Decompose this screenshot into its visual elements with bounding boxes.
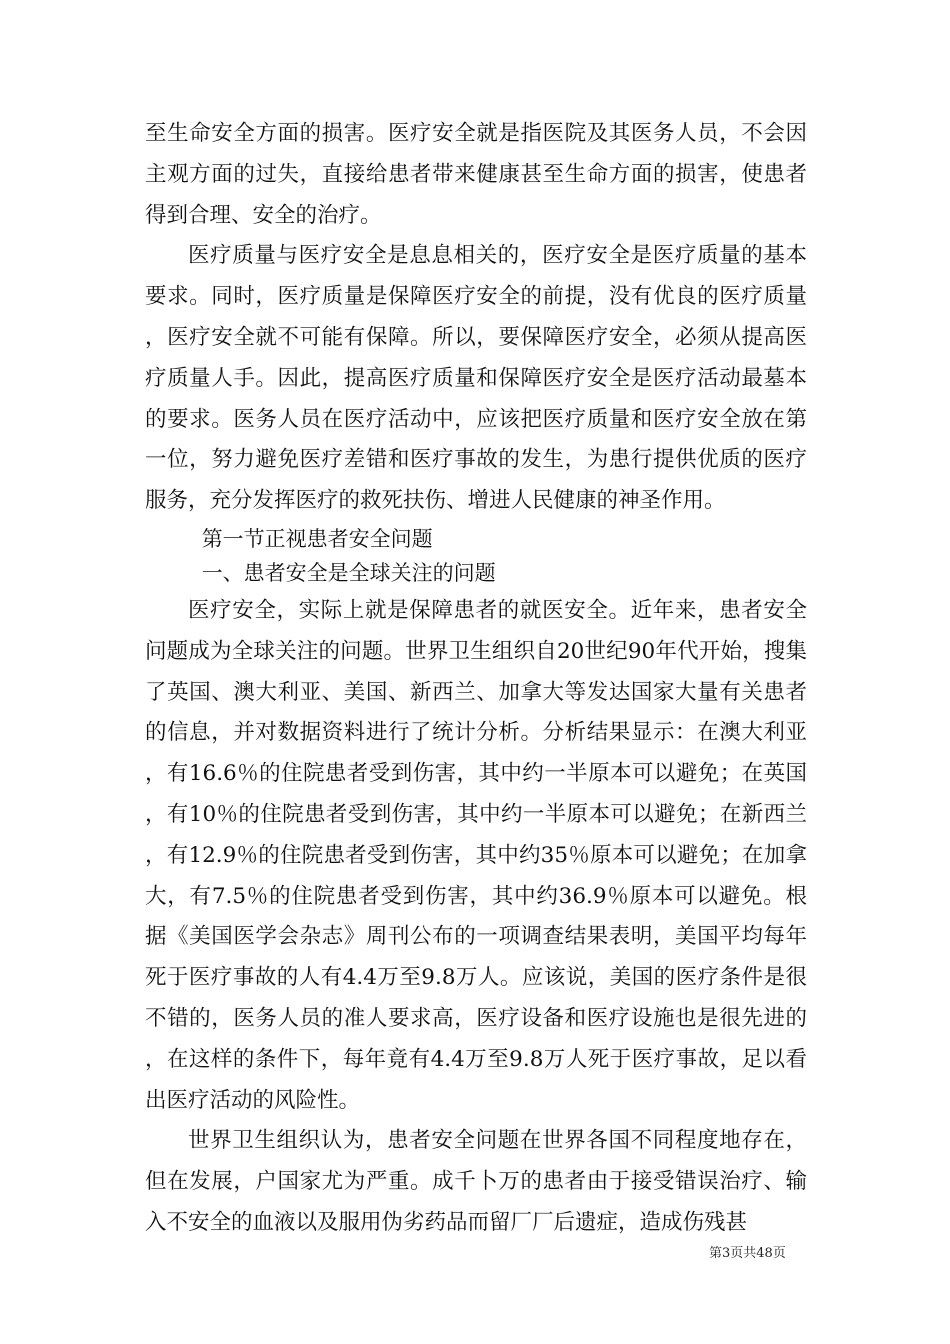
paragraph-global-safety: 医疗安全，实际上就是保障患者的就医安全。近年来，患者安全问题成为全球关注的问题。世界卫生组织自20世纪90年代开始，搜集了英国、澳大利亚、美国、新西兰、加拿大等发达国家大量有关患者的信息，并对数据资料进行了统计分析。分析结果显示：在澳大利亚，有16.6％的住院患者受到伤害，其中约一半原本可以避免；在英国，有10％的住院患者受到伤害，其中约一半原本可以避免；在新西兰，有12.9％的住院患者受到伤害，其中约35％原本可以避免；在加拿大，有7.5％的住院患者受到伤害，其中约36.9％原本可以避免。根据《美国医学会杂志》周刊公布的一项调查结果表明，美国平均每年死于医疗事故的人有4.4万至9.8万人。应该说，美国的医疗条件是很不错的，医务人员的准人要求高，医疗设备和医疗设施也是很先进的，在这样的条件下，每年竟有4.4万至9.8万人死于医疗事故，足以看出医疗活动的风险性。 [145,597,807,1113]
paragraph-who: 世界卫生组织认为，患者安全问题在世界各国不同程度地存在，但在发展，户国家尤为严重。成千卜万的患者由于接受错误治疗、输入不安全的血液以及服用伪劣药品而留厂厂后遗症，造成伤残甚 [145,1128,807,1235]
section-heading: 第一节正视患者安全问题 [201,526,433,551]
paragraph-continuation: 至生命安全方面的损害。医疗安全就是指医院及其医务人员，不会因主观方面的过失，直接给患者带来健康甚至生命方面的损害，使患者得到合理、安全的治疗。 [145,121,807,228]
sub-heading: 一、患者安全是全球关注的问题 [201,561,496,586]
page-number: 第3页共48页 [709,1246,786,1261]
document-body [145,114,807,1244]
paragraph-quality-safety: 医疗质量与医疗安全是息息相关的，医疗安全是医疗质量的基本要求。同时，医疗质量是保障医疗安全的前提，没有优良的医疗质量，医疗安全就不可能有保障。所以，要保障医疗安全，必须从提高医疗质量人手。因此，提高医疗质量和保障医疗安全是医疗活动最墓本的要求。医务人员在医疗活动中，应该把医疗质量和医疗安全放在第一位，努力避免医疗差错和医疗事故的发生，为患行提供优质的医疗服务，充分发挥医疗的救死扶伤、增进人民健康的神圣作用。 [145,243,807,514]
